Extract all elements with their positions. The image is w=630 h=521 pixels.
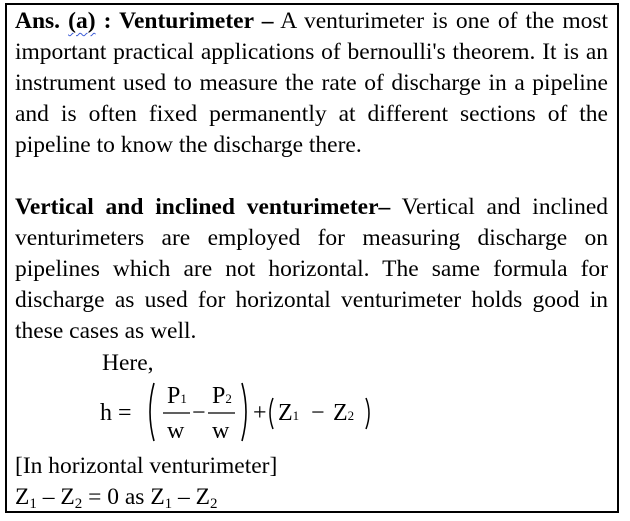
formula-w1: w	[167, 418, 185, 444]
formula-w2: w	[212, 418, 230, 444]
formula-plus: +	[253, 400, 267, 426]
formula-z1: Z1	[278, 400, 300, 426]
formula-p1: P1	[167, 383, 187, 409]
formula-p2: P2	[212, 383, 232, 409]
formula-z2: Z2	[333, 400, 355, 426]
formula-equals: =	[118, 400, 132, 426]
heading-dash: –	[261, 8, 274, 34]
answer-part: (a)	[68, 8, 96, 34]
venturimeter-paragraph	[15, 6, 608, 161]
answer-colon: :	[103, 8, 112, 34]
z-relation: $Z_1 - Z_2 = 0$ as $Z_1 - Z_2$	[15, 484, 218, 512]
inclined-venturimeter-paragraph	[15, 192, 608, 347]
formula-brackets	[100, 376, 400, 448]
formula-h: h	[100, 400, 112, 426]
venturimeter-heading: Venturimeter	[119, 8, 254, 34]
formula-minus-z: −	[311, 400, 325, 426]
inclined-heading: Vertical and inclined venturimeter–	[15, 194, 391, 220]
inclined-body: Vertical and inclined venturimeters are employed for measuring discharge on pipelines which are not horizontal. The same formula for discharge as used for horizontal venturimeter holds good in these cases as well.	[15, 194, 608, 344]
venturimeter-body: A venturimeter is one of the most important practical applications of bernoulli's theorem. It is an instrument used to measure the rate of discharge in a pipeline and is often fixed permanently at different sections of the pipeline to know the discharge there.	[15, 8, 609, 158]
here-label: Here,	[102, 350, 154, 376]
answer-label: Ans.	[15, 8, 61, 34]
formula-minus: −	[192, 400, 206, 426]
head-formula	[100, 376, 400, 448]
horizontal-note: [In horizontal venturimeter]	[15, 453, 278, 479]
